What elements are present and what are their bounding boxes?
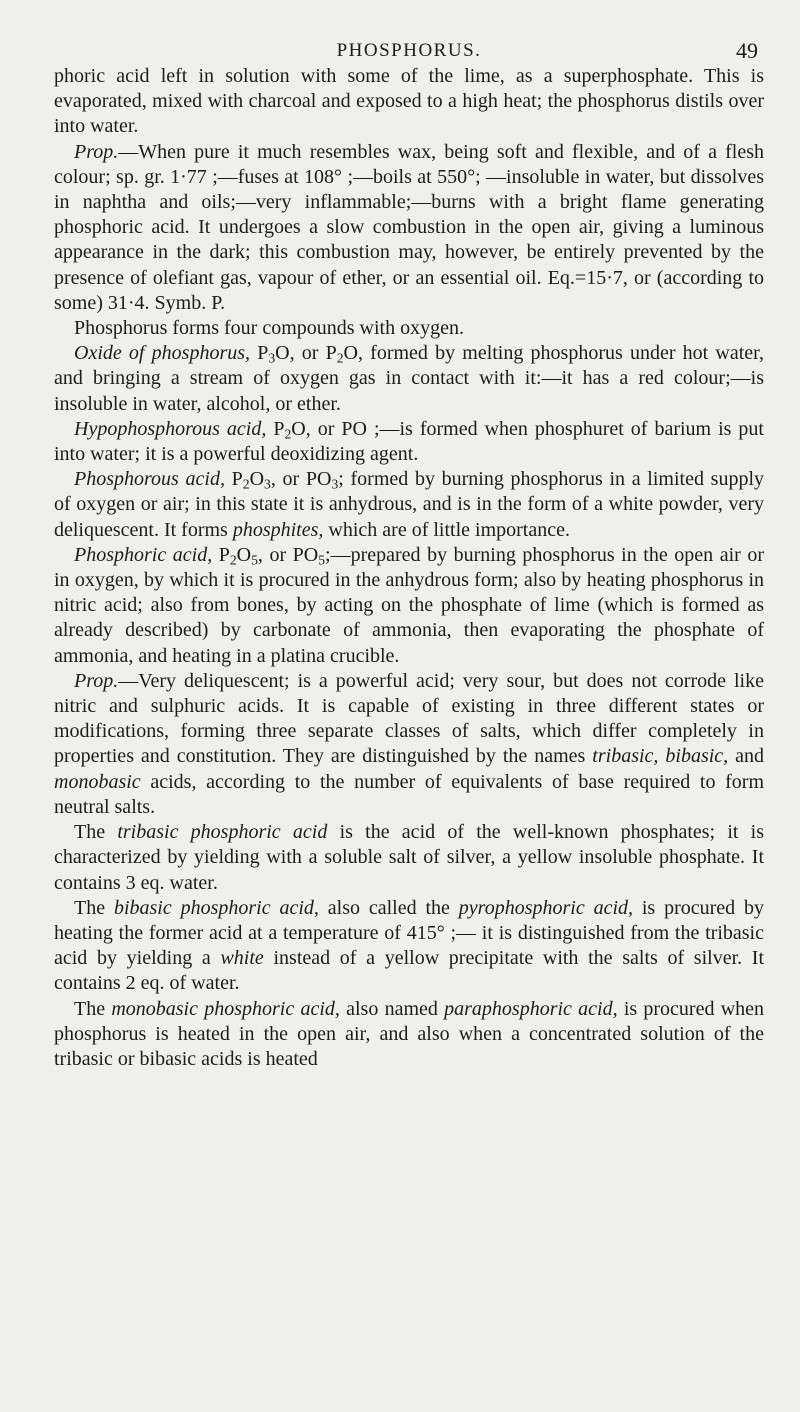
paragraph-oxide: Oxide of phosphorus, $P_3O$, or $P_2O$, formed by melting phosphorus under hot water, and bringing a stream of oxygen gas in contact with it:—it has a red colour;—is insoluble in water, alcohol, or ether. [54, 342, 765, 415]
paragraph-continuation: phoric acid left in solution with some of the lime, as a superphosphate. This is evaporated, mixed with charcoal and exposed to a high heat; the phosphorus distils over into water. [54, 65, 764, 138]
paragraph-compounds: Phosphorus forms four compounds with oxygen. [74, 317, 464, 340]
body-text [54, 64, 764, 1072]
paragraph-monobasic: The monobasic phosphoric acid, also named paraphosphoric acid, is procured when phosphorus is heated in the open air, and also when a concentrated solution of the tribasic or bibasic acids is heated [54, 997, 765, 1070]
paragraph-properties: Prop.—When pure it much resembles wax, being soft and flexible, and of a flesh colour; sp. gr. 1·77 ;—fuses at 108° ;—boils at 550°; —insoluble in water, but dissolves in naphtha and oils;—very inflammable;—burns with a bright flame generating phosphoric acid. It undergoes a slow combustion in the open air, giving a luminous appearance in the dark; this combustion may, however, be entirely prevented by the presence of olefiant gas, vapour of ether, or an essential oil. Eq.=15·7, or (according to some) 31·4. Symb. P. [54, 140, 764, 314]
running-title: PHOSPHORUS. [336, 40, 482, 61]
page-number: 49 [736, 38, 758, 63]
paragraph-phosphorous: Phosphorous acid, $P_2O_3$, or $PO_3$; formed by burning phosphorus in a limited supply of oxygen or air; in this state it is anhydrous, and is in the form of a white powder, very deliquescent. It forms phosphites, which are of little importance. [54, 468, 764, 541]
paragraph-phosphoric: Phosphoric acid, $P_2O_5$, or $PO_5;—prepared$ by burning phosphorus in the open air or in oxygen, by which it is procured in the anhydrous form; also by heating phosphorus in nitric acid; also from bones, by acting on the phosphate of lime (which is formed as already described) by carbonate of ammonia, then evaporating the phosphate of ammonia, and heating in a platina crucible. [54, 543, 764, 667]
paragraph-hypophosphorous: Hypophosphorous acid, $P_2O$, or PO ;—is formed when phosphuret of barium is put into water; it is a powerful deoxidizing agent. [54, 417, 764, 466]
paragraph-tribasic: The tribasic phosphoric acid is the acid of the well-known phosphates; it is characterized by yielding with a soluble salt of silver, a yellow insoluble phosphate. It contains 3 eq. water. [54, 821, 765, 894]
paragraph-bibasic: The bibasic phosphoric acid, also called the pyrophosphoric acid, is procured by heating the former acid at a temperature of 415° ;— it is distinguished from the tribasic acid by yielding a white instead of a yellow precipitate with the salts of silver. It contains 2 eq. of water. [54, 896, 765, 995]
page-header [54, 20, 764, 64]
paragraph-phosphoric-properties: Prop.—Very deliquescent; is a powerful acid; very sour, but does not corrode like nitric and sulphuric acids. It is capable of existing in three different states or modifications, forming three separate classes of salts, which differ completely in properties and constitution. They are distinguished by the names tribasic, bibasic, and monobasic acids, according to the number of equivalents of base required to form neutral salts. [54, 669, 765, 818]
